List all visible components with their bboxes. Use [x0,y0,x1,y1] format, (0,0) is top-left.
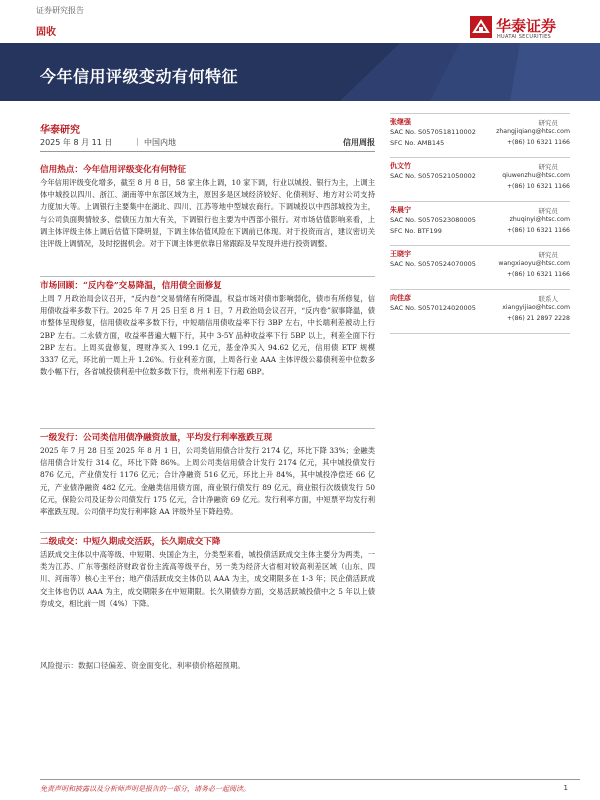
section-credit-hotspot [40,164,375,275]
analyst-name: 朱晨宁 [390,206,411,214]
analyst-card [390,289,570,333]
analyst-name: 仇文竹 [390,162,411,170]
section-primary-issuance [40,432,375,531]
divider [40,151,375,152]
analyst-email[interactable]: wangxiaoyu@htsc.com [498,260,570,267]
section-secondary-trading [40,536,375,647]
risk-warning: 风险提示：数据口径偏差、资金面变化、利率债价格超预期。 [40,661,246,670]
analyst-email[interactable]: zhangjiqiang@htsc.com [496,128,570,135]
analyst-card [390,113,570,157]
analyst-phone: +(86) 21 2897 2228 [506,315,570,322]
analyst-name: 张继强 [390,118,411,126]
analyst-card [390,157,570,201]
report-meta [40,137,375,151]
footer-disclaimer: 免责声明和披露以及分析师声明是报告的一部分，请务必一起阅读。 [40,785,250,793]
section-heading: 信用热点：今年信用评级变化有何特征 [40,165,187,175]
analyst-email[interactable]: xiangyijiao@htsc.com [502,304,570,311]
meta-separator: | [136,137,139,146]
analyst-phone: +(86) 10 6321 1166 [506,227,570,234]
analyst-name: 向佳彦 [390,294,411,302]
section-text: 活跃成交主体以中高等级、中短期、央国企为主，分类型来看，城投债活跃成交主体主要分为两类，一类为江苏、广东等强经济财政省份主流高等级平台，另一类为经济大省相对较高利差区域（山东、四川、河南等）核心主平台；地产债活跃成交主体仍以 AAA 为主，成交期限多在 1-3 年；民企债活跃成交主体也仍以 AAA 为主，成交期限多在中短期限。长久期债券方面，交易活跃城投债中之 5 年以上债券成交，相比前一周（4%）下降。 [40,550,375,608]
divider [40,532,375,533]
analyst-role: 研究员 [538,119,558,127]
analyst-sac: SAC No. S0570518110002 [390,128,476,136]
section-market-review [40,280,375,427]
analyst-role: 联系人 [538,295,558,303]
analyst-sac: SAC No. S0570524070005 [390,260,476,268]
divider [390,333,570,334]
section-text: 2025 年 7 月 28 日至 2025 年 8 月 1 日，公司类信用债合计发行 2174 亿，环比下降 33%；金融类信用债合计发行 314 亿，环比下降 86%。上周公司类信用债合计发行 2174 亿元，其中城投债发行 876 亿元，产业债发行 1176 亿元；合计净融资 516 亿元，环比上升 84%，其中城投净偿还 66 亿元，产业债净融资 482 亿元。金融类信用债方面，商业银行债发行 89 亿元，商业银行次级债发行 50 亿元，保险公司及证券公司债发行 175 亿元，合计净融资 69 亿元。发行利率方面，中短票平均发行利率涨跌互现。公司债平均发行利率除 AA 评级外呈下降趋势。 [40,446,375,517]
section-tag: 固收 [36,27,56,38]
analyst-sac: SAC No. S0570521050002 [390,172,476,180]
section-heading: 一级发行：公司类信用债净融资放量，平均发行利率涨跌互现 [40,433,273,443]
analyst-email[interactable]: zhuqinyi@htsc.com [509,216,570,223]
report-label: 证券研究报告 [36,6,84,15]
section-text: 今年信用评级变化增多，截至 8 月 8 日，58 家主体上调，10 家下调，行业以城投、银行为主，上调主体中城投以四川、浙江、湖南等中东部区域为主，原因多是区域经济较好、化债利好、地方对公司支持力度加大等。上调银行主要集中在湖北、四川、江苏等地中型城农商行。下调城投以中西部城投为主，与公司负面舆情较多、偿债压力加大有关，下调银行也主要为中西部小银行。对市场估值影响来看，上调主体评级主体上调后估值下降明显，下调主体估值风险在下调前已体现。对于投资而言，建议密切关注评级上调情况，及时挖掘机会。对于下调主体更依靠日常跟踪及早发现并进行投资调整。 [40,178,375,249]
section-text: 上周 7 月政治局会议召开，“反内卷”交易情绪有所降温，权益市场对债市影响弱化，债市有所修复，信用债收益率多数下行。2025 年 7 月 25 日至 8 月 1 日，7 月政治局会议召开，“反内卷”叙事降温，债市整体呈现修复，信用债收益率多数下行，中短端信用债收益率下行 3BP 左右，中长端利差被动上行 2BP 左右。二永债方面，收益率普遍大幅下行，其中 3-5Y 品种收益率下行 5BP 以上，利差全面下行 2BP 左右。上周买盘修复，理财净买入 199.1 亿元，基金净买入 94.62 亿元，信用债 ETF 规模 3337 亿元，环比前一周上升 1.26%。行业利差方面，上周各行业 AAA 主体评级公募债利差中位数多数小幅下行，各省城投债利差中位数多数下行，贵州利差下行超 6BP。 [40,294,375,377]
analyst-role: 研究员 [538,207,558,215]
banner-pattern [340,43,600,101]
report-region: 中国内地 [144,138,176,147]
section-heading: 二级成交：中短久期成交活跃，长久期成交下降 [40,537,221,547]
brand-name-en: HUATAI SECURITIES [497,34,551,40]
analyst-sfc: SFC No. AMB145 [390,139,445,147]
page-number: 1 [563,784,568,792]
research-label: 华泰研究 [40,125,80,136]
analyst-name: 王晓宇 [390,250,411,258]
analyst-panel [390,113,570,334]
divider [40,276,375,277]
analyst-role: 研究员 [538,251,558,259]
page-title: 今年信用评级变动有何特征 [40,67,239,86]
brand-mark-icon [470,16,492,38]
analyst-phone: +(86) 10 6321 1166 [506,271,570,278]
section-heading: 市场回顾：“反内卷”交易降温，信用债全面修复 [40,281,222,291]
analyst-card [390,201,570,245]
analyst-role: 研究员 [538,163,558,171]
analyst-phone: +(86) 10 6321 1166 [506,183,570,190]
report-type: 信用周报 [343,138,375,147]
analyst-card [390,245,570,289]
report-date: 2025 年 8 月 11 日 [40,138,113,147]
analyst-sac: SAC No. S0570523080005 [390,216,476,224]
brand-name: 华泰证券 [496,17,557,35]
footer-divider [40,779,580,780]
analyst-sac: SAC No. S0570124020005 [390,304,476,312]
title-banner [0,43,600,101]
analyst-phone: +(86) 10 6321 1166 [506,139,570,146]
divider [40,428,375,429]
brand-logo [470,14,580,44]
analyst-sfc: SFC No. BTF199 [390,227,442,235]
analyst-email[interactable]: qiuwenzhu@htsc.com [502,172,570,179]
